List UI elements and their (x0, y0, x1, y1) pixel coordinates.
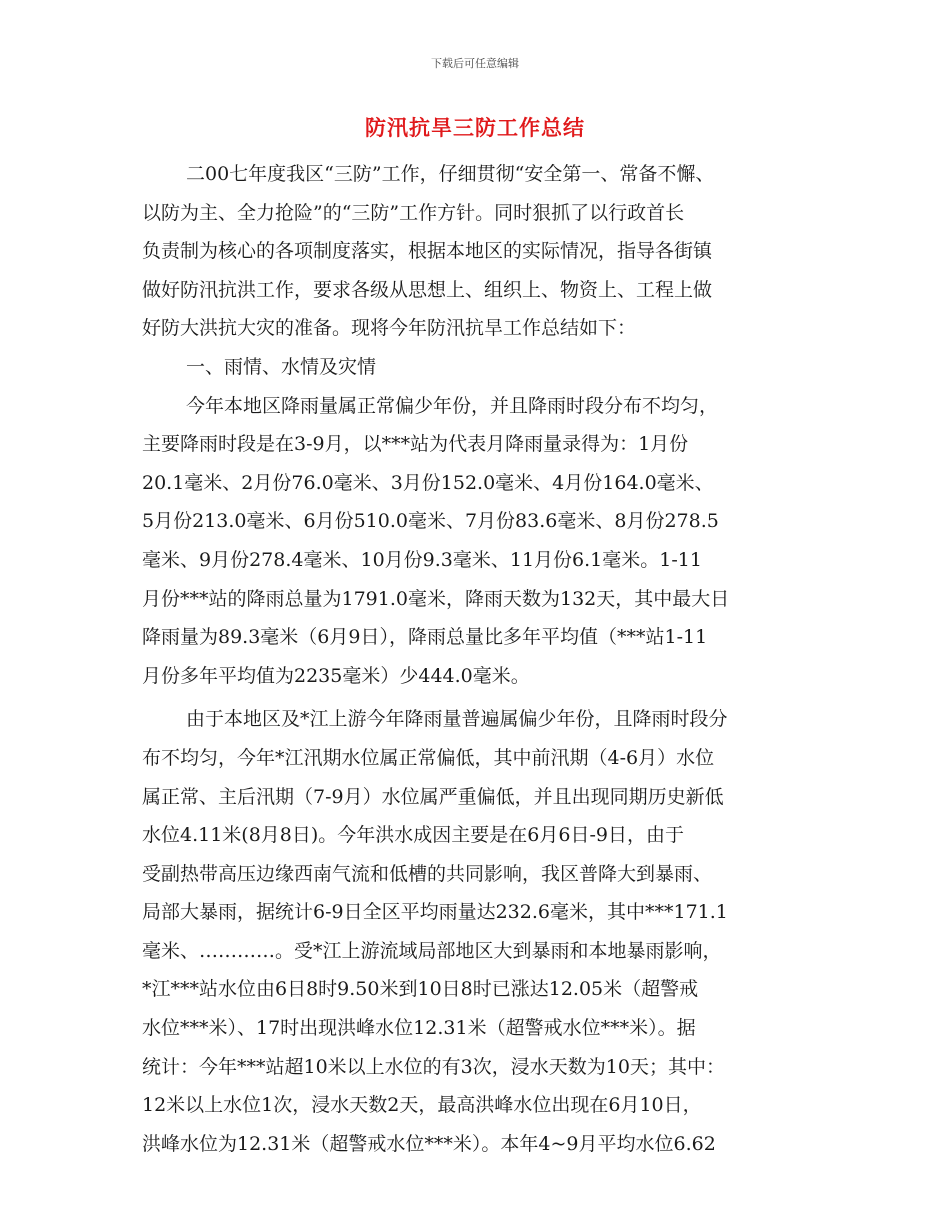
paragraph-line: 今年本地区降雨量属正常偏少年份，并且降雨时段分布不均匀， (186, 394, 719, 417)
document-title: 防汛抗旱三防工作总结 (365, 116, 585, 140)
paragraph-line: 局部大暴雨，据统计6-9日全区平均雨量达232.6毫米，其中***171.1 (142, 901, 728, 924)
paragraph-line: 20.1毫米、2月份76.0毫米、3月份152.0毫米、4月份164.0毫米、 (142, 471, 714, 494)
header-note: 下载后可任意编辑 (431, 57, 519, 70)
document-body (142, 155, 812, 1163)
paragraph-line: *江***站水位由6日8时9.50米到10日8时已涨达12.05米（超警戒 (142, 978, 699, 1001)
paragraph-line: 月份多年平均值为2235毫米）少444.0毫米。 (142, 664, 530, 687)
paragraph-line: 布不均匀，今年*江汛期水位属正常偏低，其中前汛期（4-6月）水位 (142, 746, 715, 769)
paragraph-line: 好防大洪抗大灾的准备。现将今年防汛抗旱工作总结如下： (142, 317, 637, 340)
paragraph-line: 毫米、…………。受*江上游流域局部地区大到暴雨和本地暴雨影响， (142, 939, 722, 962)
paragraph-line: 以防为主、全力抢险”的“三防”工作方针。同时狠抓了以行政首长 (142, 201, 685, 224)
paragraph-line: 统计：今年***站超10米以上水位的有3次，浸水天数为10天；其中： (142, 1055, 725, 1078)
paragraph-line: 二00七年度我区“三防”工作，仔细贯彻“安全第一、常备不懈、 (186, 163, 715, 185)
paragraph-line: 12米以上水位1次，浸水天数2天，最高洪峰水位出现在6月10日， (142, 1094, 702, 1117)
paragraph-line: 水位***米）、17时出现洪峰水位12.31米（超警戒水位***米）。据 (142, 1017, 696, 1040)
paragraph-line: 洪峰水位为12.31米（超警戒水位***米）。本年4~9月平均水位6.62 (142, 1132, 716, 1155)
paragraph-line: 降雨量为89.3毫米（6月9日），降雨总量比多年平均值（***站1-11 (142, 626, 708, 649)
section-heading: 一、雨情、水情及灾情 (186, 355, 377, 378)
paragraph-line: 毫米、9月份278.4毫米、10月份9.3毫米、11月份6.1毫米。1-11 (142, 548, 702, 571)
paragraph-line: 属正常、主后汛期（7-9月）水位属严重偏低，并且出现同期历史新低 (142, 785, 724, 808)
paragraph-line: 由于本地区及*江上游今年降雨量普遍属偏少年份，且降雨时段分 (186, 708, 728, 731)
paragraph-line: 做好防汛抗洪工作，要求各级从思想上、组织上、物资上、工程上做 (142, 278, 713, 301)
paragraph-line: 负责制为核心的各项制度落实，根据本地区的实际情况，指导各街镇 (142, 240, 713, 263)
paragraph-line: 主要降雨时段是在3-9月，以***站为代表月降雨量录得为：1月份 (142, 433, 689, 456)
paragraph-line: 5月份213.0毫米、6月份510.0毫米、7月份83.6毫米、8月份278.5 (142, 510, 719, 533)
paragraph-line: 水位4.11米(8月8日)。今年洪水成因主要是在6月6日-9日，由于 (142, 824, 684, 847)
paragraph-line: 月份***站的降雨总量为1791.0毫米，降雨天数为132天，其中最大日 (142, 587, 730, 610)
paragraph-line: 受副热带高压边缘西南气流和低槽的共同影响，我区普降大到暴雨、 (142, 862, 713, 885)
